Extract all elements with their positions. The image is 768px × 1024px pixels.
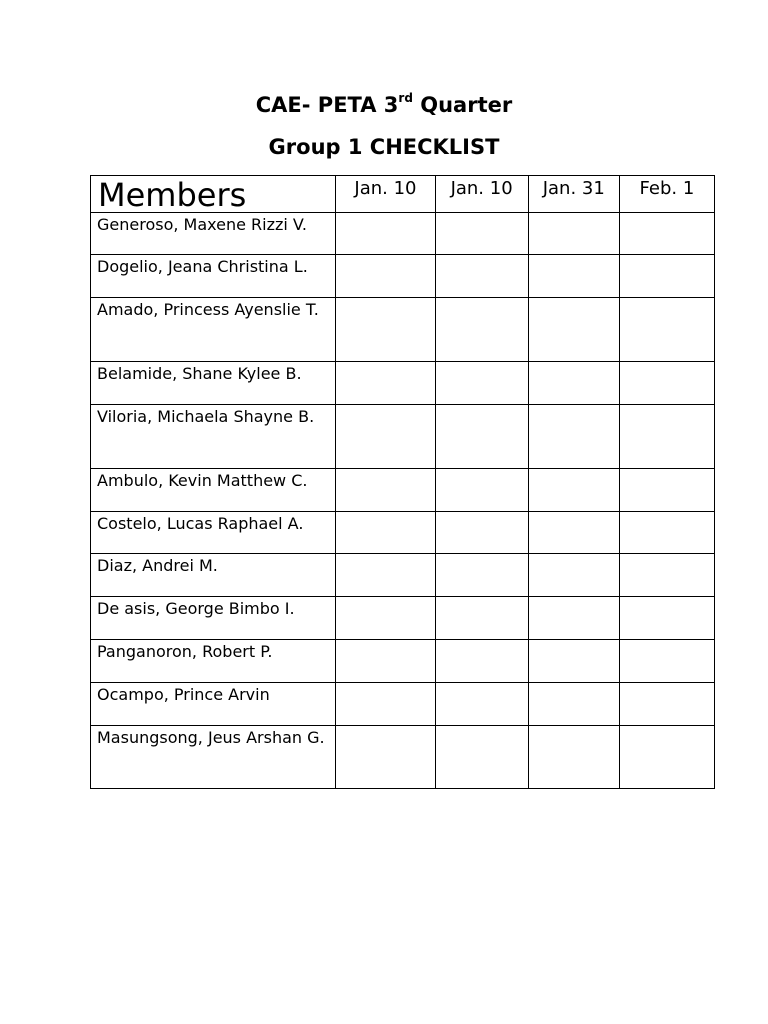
check-cell[interactable] xyxy=(435,554,528,597)
member-name: Generoso, Maxene Rizzi V. xyxy=(91,213,336,255)
check-cell[interactable] xyxy=(528,597,619,640)
check-cell[interactable] xyxy=(619,405,714,469)
check-cell[interactable] xyxy=(336,255,435,298)
member-name: Dogelio, Jeana Christina L. xyxy=(91,255,336,298)
check-cell[interactable] xyxy=(528,298,619,362)
check-cell[interactable] xyxy=(336,405,435,469)
check-cell[interactable] xyxy=(528,469,619,512)
check-cell[interactable] xyxy=(336,726,435,789)
check-cell[interactable] xyxy=(619,512,714,554)
table-row xyxy=(91,213,715,255)
check-cell[interactable] xyxy=(528,640,619,683)
table-row xyxy=(91,362,715,405)
check-cell[interactable] xyxy=(435,640,528,683)
check-cell[interactable] xyxy=(619,213,714,255)
title-superscript: rd xyxy=(398,91,413,105)
check-cell[interactable] xyxy=(619,298,714,362)
check-cell[interactable] xyxy=(336,597,435,640)
checklist-table xyxy=(90,175,715,789)
check-cell[interactable] xyxy=(528,255,619,298)
document-title xyxy=(0,91,768,117)
check-cell[interactable] xyxy=(528,213,619,255)
check-cell[interactable] xyxy=(619,255,714,298)
member-name: Belamide, Shane Kylee B. xyxy=(91,362,336,405)
table-row xyxy=(91,255,715,298)
date-header: Jan. 10 xyxy=(336,176,435,213)
table-row xyxy=(91,469,715,512)
table-row xyxy=(91,298,715,362)
members-header: Members xyxy=(91,176,336,213)
check-cell[interactable] xyxy=(336,469,435,512)
check-cell[interactable] xyxy=(336,362,435,405)
check-cell[interactable] xyxy=(435,597,528,640)
check-cell[interactable] xyxy=(435,298,528,362)
table-row xyxy=(91,512,715,554)
document-subtitle: Group 1 CHECKLIST xyxy=(268,135,500,159)
check-cell[interactable] xyxy=(619,726,714,789)
check-cell[interactable] xyxy=(619,640,714,683)
title-tail: Quarter xyxy=(412,93,513,117)
member-name: Diaz, Andrei M. xyxy=(91,554,336,597)
member-name: Masungsong, Jeus Arshan G. xyxy=(91,726,336,789)
table-row xyxy=(91,405,715,469)
check-cell[interactable] xyxy=(336,683,435,726)
check-cell[interactable] xyxy=(336,512,435,554)
check-cell[interactable] xyxy=(528,726,619,789)
check-cell[interactable] xyxy=(336,554,435,597)
check-cell[interactable] xyxy=(528,405,619,469)
check-cell[interactable] xyxy=(528,683,619,726)
check-cell[interactable] xyxy=(435,362,528,405)
header-row xyxy=(91,176,715,213)
member-name: Ocampo, Prince Arvin xyxy=(91,683,336,726)
check-cell[interactable] xyxy=(435,213,528,255)
check-cell[interactable] xyxy=(619,683,714,726)
member-name: Viloria, Michaela Shayne B. xyxy=(91,405,336,469)
check-cell[interactable] xyxy=(336,213,435,255)
table-row xyxy=(91,554,715,597)
date-header: Jan. 10 xyxy=(435,176,528,213)
date-header: Feb. 1 xyxy=(619,176,714,213)
member-name: Panganoron, Robert P. xyxy=(91,640,336,683)
check-cell[interactable] xyxy=(435,469,528,512)
check-cell[interactable] xyxy=(336,298,435,362)
check-cell[interactable] xyxy=(435,405,528,469)
check-cell[interactable] xyxy=(619,362,714,405)
check-cell[interactable] xyxy=(435,255,528,298)
check-cell[interactable] xyxy=(619,597,714,640)
table-row xyxy=(91,597,715,640)
member-name: De asis, George Bimbo I. xyxy=(91,597,336,640)
member-name: Ambulo, Kevin Matthew C. xyxy=(91,469,336,512)
check-cell[interactable] xyxy=(336,640,435,683)
member-name: Costelo, Lucas Raphael A. xyxy=(91,512,336,554)
title-main: CAE- PETA 3 xyxy=(255,93,399,117)
check-cell[interactable] xyxy=(435,726,528,789)
table-row xyxy=(91,726,715,789)
check-cell[interactable] xyxy=(435,683,528,726)
table-row xyxy=(91,640,715,683)
check-cell[interactable] xyxy=(619,469,714,512)
check-cell[interactable] xyxy=(528,512,619,554)
check-cell[interactable] xyxy=(528,554,619,597)
date-header: Jan. 31 xyxy=(528,176,619,213)
check-cell[interactable] xyxy=(619,554,714,597)
check-cell[interactable] xyxy=(528,362,619,405)
table-row xyxy=(91,683,715,726)
member-name: Amado, Princess Ayenslie T. xyxy=(91,298,336,362)
check-cell[interactable] xyxy=(435,512,528,554)
